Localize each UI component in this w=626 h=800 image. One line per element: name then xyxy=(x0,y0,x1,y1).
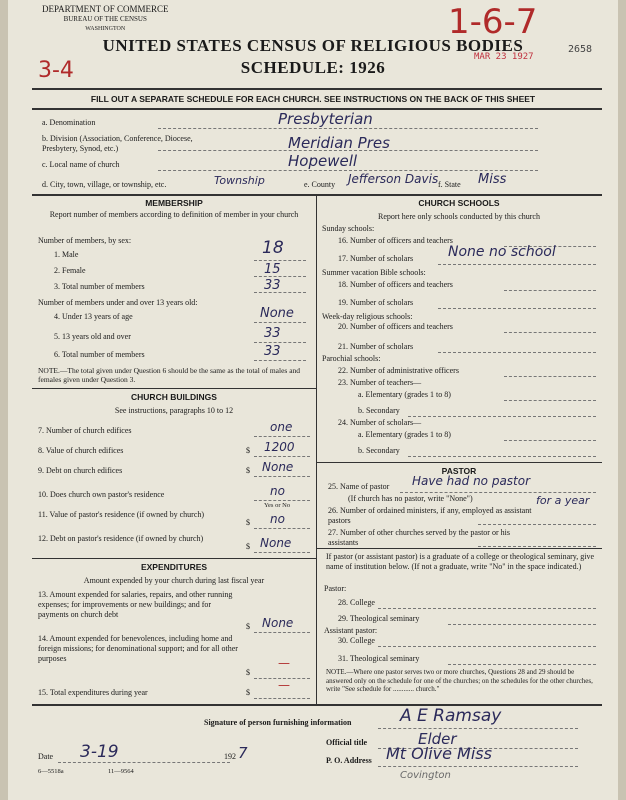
division-value[interactable]: Meridian Pres xyxy=(288,134,390,152)
q4-value[interactable]: None xyxy=(260,306,294,321)
divider xyxy=(32,388,316,389)
divider xyxy=(316,462,602,463)
q25-extra[interactable]: for a year xyxy=(536,494,590,507)
answer-line xyxy=(504,440,596,441)
answer-line xyxy=(504,290,596,291)
answer-line xyxy=(254,500,310,501)
red-handwritten-mark: 1-6-7 xyxy=(448,2,538,42)
corner-mark: 3-4 xyxy=(38,58,74,83)
q28-label: 28. College xyxy=(338,598,375,607)
q27-label: 27. Number of other churches served by the pastor or his assistants xyxy=(328,528,510,547)
q1-value[interactable]: 18 xyxy=(262,238,284,258)
schools-intro: Report here only schools conducted by this church xyxy=(378,212,540,221)
q14-label: 14. Amount expended for benevolences, including home and foreign missions; for denominational support; and for all other purposes xyxy=(38,634,238,663)
divider xyxy=(32,194,602,196)
q6-value[interactable]: 33 xyxy=(264,344,281,359)
dollar-sign: $ xyxy=(246,518,250,527)
address-extra: Covington xyxy=(400,770,451,781)
q5-label: 5. 13 years old and over xyxy=(54,332,131,341)
membership-note: NOTE.—The total given under Question 6 should be the same as the total of males and females given under Question 3. xyxy=(38,366,301,384)
church-name-line xyxy=(158,170,538,171)
divider xyxy=(32,558,316,559)
q29-label: 29. Theological seminary xyxy=(338,614,420,623)
answer-line xyxy=(254,698,310,699)
q31-label: 31. Theological seminary xyxy=(338,654,420,663)
state-value[interactable]: Miss xyxy=(478,172,507,187)
pastor-note: NOTE.—Where one pastor serves two or more churches, Questions 28 and 29 should be answered only on the schedule for one of the churches; on the schedules for the other churches, write "See schedule for ............ church." xyxy=(326,668,593,693)
sunday-label: Sunday schools: xyxy=(322,224,375,233)
answer-line xyxy=(254,360,306,361)
answer-line xyxy=(378,608,596,609)
summer-label: Summer vacation Bible schools: xyxy=(322,268,426,277)
answer-line xyxy=(504,332,596,333)
expenditures-heading: EXPENDITURES xyxy=(140,562,208,572)
form-number: 6—5518a xyxy=(38,768,64,775)
answer-line xyxy=(408,456,596,457)
division-label: b. Division (Association, Conference, Diocese, Presbytery, Synod, etc.) xyxy=(42,134,193,153)
denomination-line xyxy=(158,128,538,129)
q5-value[interactable]: 33 xyxy=(264,326,281,341)
q11-value[interactable]: no xyxy=(270,512,285,526)
q23a-label: a. Elementary (grades 1 to 8) xyxy=(358,390,451,399)
department-name: DEPARTMENT OF COMMERCE xyxy=(42,4,169,14)
q9-value[interactable]: None xyxy=(262,460,294,474)
denomination-value[interactable]: Presbyterian xyxy=(278,110,373,128)
answer-line xyxy=(438,264,596,265)
q8-label: 8. Value of church edifices xyxy=(38,446,124,455)
pastor-sublabel: Pastor: xyxy=(324,584,347,593)
answer-line xyxy=(254,476,310,477)
q17-value[interactable]: None no school xyxy=(448,244,556,260)
q24a-label: a. Elementary (grades 1 to 8) xyxy=(358,430,451,439)
answer-line xyxy=(378,728,578,729)
column-divider xyxy=(316,194,317,704)
q13-label: 13. Amount expended for salaries, repairs, and other running expenses; for improvements or new buildings; and for payments on church debt xyxy=(38,590,233,619)
answer-line xyxy=(254,632,310,633)
q16-label: 16. Number of officers and teachers xyxy=(338,236,453,245)
divider xyxy=(32,88,602,90)
department-header xyxy=(42,4,168,34)
dollar-sign: $ xyxy=(246,668,250,677)
q12-label: 12. Debt on pastor's residence (if owned by church) xyxy=(38,534,204,543)
dollar-sign: $ xyxy=(246,542,250,551)
church-name-value[interactable]: Hopewell xyxy=(288,152,358,170)
print-number: 11—9564 xyxy=(108,768,134,775)
answer-line xyxy=(378,766,578,767)
answer-line xyxy=(478,546,596,547)
q22-label: 22. Number of administrative officers xyxy=(338,366,459,375)
stamp-number: 2658 xyxy=(568,44,593,55)
county-label: e. County xyxy=(304,180,336,189)
q6-label: 6. Total number of members xyxy=(54,350,145,359)
year-prefix: 192 xyxy=(224,752,236,761)
answer-line xyxy=(504,376,596,377)
answer-line xyxy=(504,400,596,401)
buildings-heading: CHURCH BUILDINGS xyxy=(131,392,217,402)
q4-label: 4. Under 13 years of age xyxy=(54,312,133,321)
q20-label: 20. Number of officers and teachers xyxy=(338,322,453,331)
expenditures-intro: Amount expended by your church during last fiscal year xyxy=(83,576,265,585)
divider xyxy=(316,548,602,549)
q25-label: 25. Name of pastor xyxy=(328,482,390,491)
schools-heading: CHURCH SCHOOLS xyxy=(418,198,500,208)
q21-label: 21. Number of scholars xyxy=(338,342,414,351)
po-address-label: P. O. Address xyxy=(326,756,372,765)
q25-value[interactable]: Have had no pastor xyxy=(412,474,531,488)
parochial-label: Parochial schools: xyxy=(322,354,381,363)
q25-hint: (If church has no pastor, write "None") xyxy=(348,494,473,503)
dollar-sign: $ xyxy=(246,688,250,697)
dollar-sign: $ xyxy=(246,446,250,455)
q26-label: 26. Number of ordained ministers, if any, employed as assistant pastors xyxy=(328,506,532,525)
q3-value[interactable]: 33 xyxy=(264,278,281,293)
answer-line xyxy=(254,456,310,457)
by-sex-label: Number of members, by sex: xyxy=(38,236,132,245)
bureau-name: BUREAU OF THE CENSUS xyxy=(63,15,147,23)
q10-label: 10. Does church own pastor's residence xyxy=(38,490,165,499)
dollar-sign: $ xyxy=(246,466,250,475)
pastor-heading: PASTOR xyxy=(441,466,477,476)
q15-value[interactable]: — xyxy=(278,678,290,692)
q19-label: 19. Number of scholars xyxy=(338,298,414,307)
q23b-label: b. Secondary xyxy=(358,406,400,415)
official-title-label: Official title xyxy=(326,738,368,747)
q24b-label: b. Secondary xyxy=(358,446,400,455)
instruction-line: FILL OUT A SEPARATE SCHEDULE FOR EACH CHURCH. SEE INSTRUCTIONS ON THE BACK OF THIS SHEET xyxy=(90,94,536,104)
answer-line xyxy=(254,342,306,343)
answer-line xyxy=(408,416,596,417)
date-received-stamp: MAR 23 1927 xyxy=(474,52,534,62)
buildings-intro: See instructions, paragraphs 10 to 12 xyxy=(114,406,234,415)
dollar-sign: $ xyxy=(246,622,250,631)
q7-value[interactable]: one xyxy=(270,420,293,434)
q9-label: 9. Debt on church edifices xyxy=(38,466,123,475)
signature-label: Signature of person furnishing information xyxy=(204,718,352,727)
county-value[interactable]: Jefferson Davis xyxy=(348,172,439,186)
date-value[interactable]: 3-19 xyxy=(80,742,119,762)
yes-no-hint: Yes or No xyxy=(264,502,291,509)
year-value[interactable]: 7 xyxy=(238,744,248,762)
q30-label: 30. College xyxy=(338,636,375,645)
answer-line xyxy=(254,322,306,323)
q8-value[interactable]: 1200 xyxy=(264,440,295,454)
q10-value[interactable]: no xyxy=(270,484,285,498)
answer-line xyxy=(254,552,310,553)
q7-label: 7. Number of church edifices xyxy=(38,426,132,435)
age-intro-label: Number of members under and over 13 years old: xyxy=(38,298,198,307)
q1-label: 1. Male xyxy=(54,250,79,259)
q24-label: 24. Number of scholars— xyxy=(338,418,422,427)
q2-value[interactable]: 15 xyxy=(264,262,281,277)
graduate-note: If pastor (or assistant pastor) is a graduate of a college or theological seminary, give name of institution below. (If not a graduate, write "No" in the space indicated.) xyxy=(326,552,595,571)
divider xyxy=(32,704,602,706)
answer-line xyxy=(438,308,596,309)
answer-line xyxy=(438,352,596,353)
answer-line xyxy=(254,528,310,529)
q3-label: 3. Total number of members xyxy=(54,282,145,291)
answer-line xyxy=(58,762,230,763)
answer-line xyxy=(448,664,596,665)
answer-line xyxy=(448,624,596,625)
church-name-label: c. Local name of church xyxy=(42,160,120,169)
membership-heading: MEMBERSHIP xyxy=(145,198,203,208)
q14-value[interactable]: — xyxy=(278,656,290,670)
answer-line xyxy=(478,524,596,525)
q18-label: 18. Number of officers and teachers xyxy=(338,280,453,289)
denomination-label: a. Denomination xyxy=(42,118,96,127)
census-schedule-sheet xyxy=(8,0,618,800)
signature-value[interactable]: A E Ramsay xyxy=(400,706,502,726)
city-label: d. City, town, village, or township, etc. xyxy=(42,180,167,189)
city-name: WASHINGTON xyxy=(85,26,126,32)
q2-label: 2. Female xyxy=(54,266,86,275)
page-title: UNITED STATES CENSUS OF RELIGIOUS BODIES xyxy=(102,36,524,55)
state-label: f. State xyxy=(438,180,461,189)
po-address-value[interactable]: Mt Olive Miss xyxy=(386,744,492,763)
membership-intro: Report number of members according to definition of member in your church xyxy=(49,210,299,219)
answer-line xyxy=(400,492,596,493)
city-value[interactable]: Township xyxy=(214,174,265,187)
page-subtitle: SCHEDULE: 1926 xyxy=(240,58,386,77)
q23-label: 23. Number of teachers— xyxy=(338,378,422,387)
q13-value[interactable]: None xyxy=(262,616,294,630)
q12-value[interactable]: None xyxy=(260,536,292,550)
date-label: Date xyxy=(38,752,54,761)
answer-line xyxy=(378,646,596,647)
assistant-sublabel: Assistant pastor: xyxy=(324,626,378,635)
official-title-value[interactable]: Elder xyxy=(418,730,457,748)
q17-label: 17. Number of scholars xyxy=(338,254,414,263)
answer-line xyxy=(254,260,306,261)
weekday-label: Week-day religious schools: xyxy=(322,312,413,321)
q15-label: 15. Total expenditures during year xyxy=(38,688,148,697)
answer-line xyxy=(254,436,310,437)
q11-label: 11. Value of pastor's residence (if owned by church) xyxy=(38,510,205,519)
